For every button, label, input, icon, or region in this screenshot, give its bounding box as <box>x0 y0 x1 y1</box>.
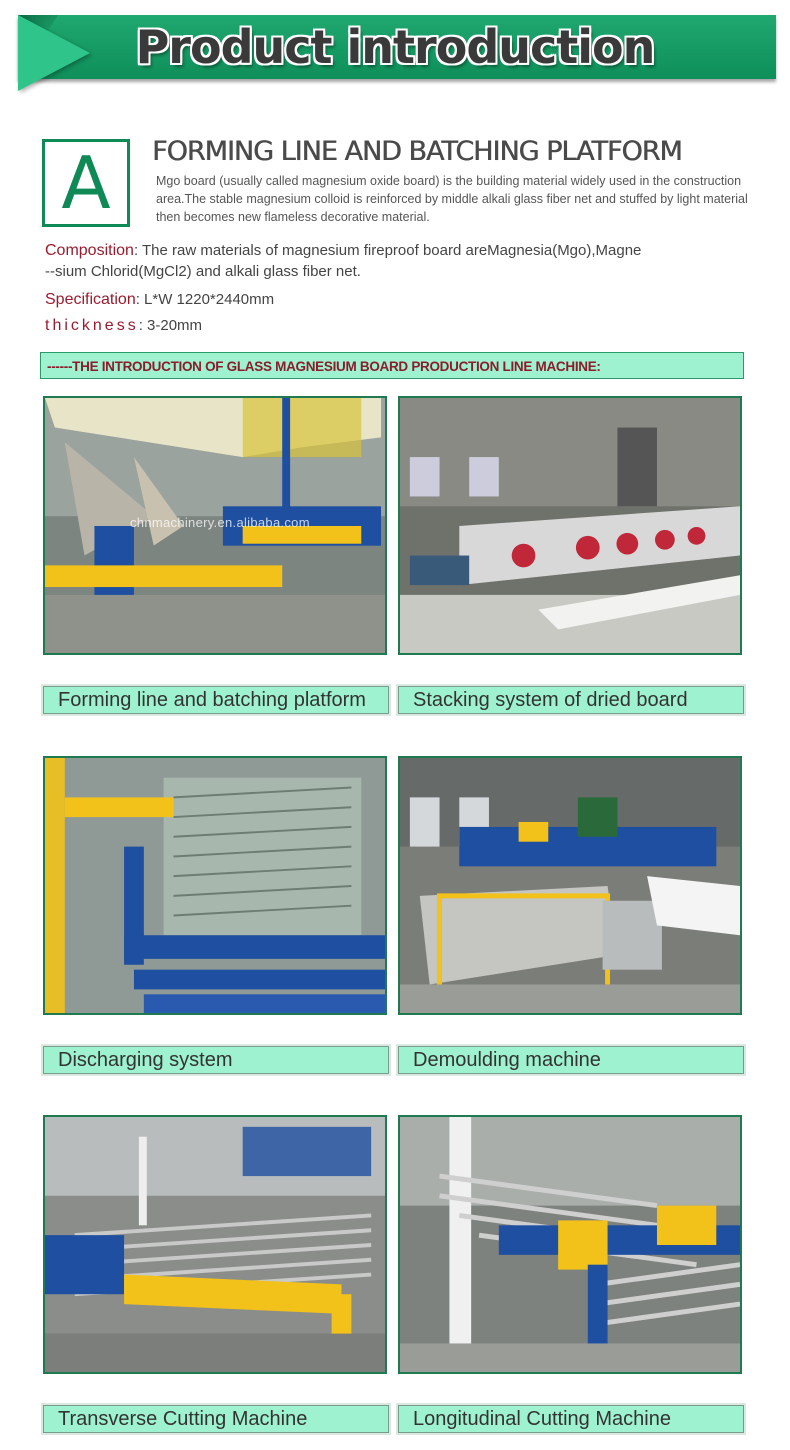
caption-longitudinal-cutting: Longitudinal Cutting Machine <box>398 1405 744 1433</box>
thickness-line <box>45 317 202 335</box>
specification-label: Specification <box>45 291 136 308</box>
photo-transverse-cutting <box>43 1115 387 1374</box>
composition-label: Composition <box>45 242 134 259</box>
section-title: FORMING LINE AND BATCHING PLATFORM <box>152 136 682 167</box>
composition-value-2: --sium Chlorid(MgCl2) and alkali glass fiber net. <box>45 263 361 280</box>
composition-value: : The raw materials of magnesium fireproof board areMagnesia(Mgo),Magne <box>133 242 642 259</box>
page-title: Product introduction <box>135 20 655 74</box>
thickness-label: thickness <box>45 317 139 334</box>
caption-discharging-system: Discharging system <box>43 1046 389 1074</box>
composition-line <box>45 242 641 260</box>
watermark-text: chnmachinery.en.alibaba.com <box>130 515 310 530</box>
photo-longitudinal-cutting <box>398 1115 742 1374</box>
production-line-intro-bar: ------THE INTRODUCTION OF GLASS MAGNESIUM BOARD PRODUCTION LINE MACHINE: <box>40 352 744 379</box>
specification-value: : L*W 1220*2440mm <box>135 291 275 308</box>
section-letter-badge: A <box>42 139 130 227</box>
photo-stacking-system <box>398 396 742 655</box>
composition-line-2 <box>45 263 361 280</box>
caption-demoulding-machine: Demoulding machine <box>398 1046 744 1074</box>
caption-stacking-system: Stacking system of dried board <box>398 686 744 714</box>
caption-transverse-cutting: Transverse Cutting Machine <box>43 1405 389 1433</box>
photo-demoulding-machine <box>398 756 742 1015</box>
thickness-value: : 3-20mm <box>138 317 203 334</box>
photo-discharging-system <box>43 756 387 1015</box>
caption-forming-line: Forming line and batching platform <box>43 686 389 714</box>
specification-line <box>45 291 274 309</box>
section-description: Mgo board (usually called magnesium oxide board) is the building material widely used in the construction area.The stable magnesium colloid is reinforced by middle alkali glass fiber net and stuffed by light material then becomes new flameless decorative material. <box>156 174 748 224</box>
